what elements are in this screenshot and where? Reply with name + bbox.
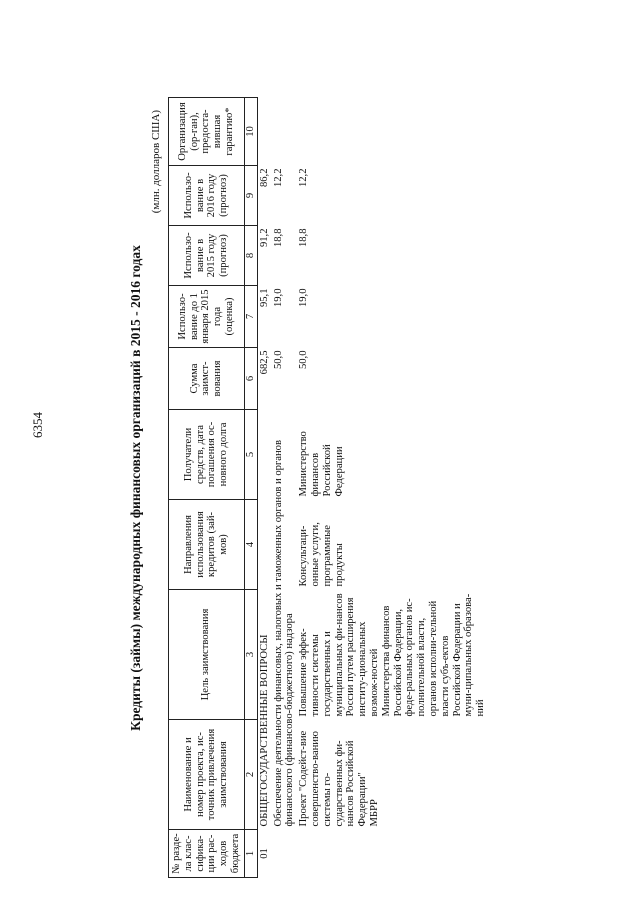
column-number: 7 <box>244 286 257 348</box>
subsection-title: Обеспечение деятельности финансовых, налоговых и таможенных органов и органов финансового (финансово-бюджетного) надзора <box>272 440 296 827</box>
section-usage-2016: 86,2 <box>258 168 270 188</box>
section-sum: 682,5 <box>258 350 270 375</box>
header-recipients: Получатели средств, дата погашения ос-новного долга <box>169 410 245 500</box>
rotated-page-content <box>128 98 598 878</box>
header-sum: Сумма заимст-вования <box>169 348 245 410</box>
subsection-usage-2016: 12,2 <box>272 168 284 188</box>
header-section-code: № разде-ла клас-сифика-ции рас-ходов бюджета <box>169 830 245 878</box>
subsection-row <box>272 98 298 878</box>
project-sum: 50,0 <box>298 350 310 370</box>
project-usage-2016: 12,2 <box>298 168 310 188</box>
section-title: ОБЩЕГОСУДАРСТВЕННЫЕ ВОПРОСЫ <box>258 634 270 827</box>
column-number: 1 <box>244 830 257 878</box>
column-number-row <box>244 98 257 878</box>
column-number: 6 <box>244 348 257 410</box>
section-row <box>257 98 271 878</box>
subsection-usage-before-2015: 19,0 <box>272 288 284 308</box>
project-purpose: Повышение эффек-тивности системы государственных и муниципальных фи-нансов России путем расширения институ-циональных возмож-ностей Министерства финансов Российской Федерации, феде-ральных органов ис-полнительной власти, органов исполни-тельной власти субъ-ектов Российской Федерации и муни-ципальных образова-ний <box>298 593 487 717</box>
project-name: Проект "Содейст-вие совершенство-ванию системы го-сударственных фи-нансов Российской Федерации" <box>298 730 369 827</box>
project-recipient: Министерство финансов Российской Федерации <box>298 431 345 497</box>
subsection-usage-2015: 18,8 <box>272 228 284 248</box>
loans-table <box>168 97 488 878</box>
column-number: 4 <box>244 500 257 590</box>
table-header-row <box>169 98 245 878</box>
project-source: МБРР <box>368 799 380 827</box>
header-guarantor: Организация (ор-ган), предоста-вившая гарантию* <box>169 98 245 166</box>
page-number: 6354 <box>30 412 45 438</box>
header-usage-2015: Использо-вание в 2015 году (прогноз) <box>169 226 245 286</box>
column-number: 9 <box>244 166 257 226</box>
subsection-sum: 50,0 <box>272 350 284 370</box>
project-usage-before-2015: 19,0 <box>298 288 310 308</box>
header-project-name: Наименование и номер проекта, ис-точник привлечения заимствования <box>169 720 245 830</box>
header-purpose: Цель заимствования <box>169 590 245 720</box>
header-usage-2016: Использо-вание в 2016 году (прогноз) <box>169 166 245 226</box>
project-usage-2015: 18,8 <box>298 228 310 248</box>
header-usage-before-2015: Использо-вание до 1 января 2015 года (оценка) <box>169 286 245 348</box>
column-number: 10 <box>244 98 257 166</box>
section-usage-2015: 91,2 <box>258 228 270 248</box>
project-directions: Консультаци-онные услуги, программные продукты <box>298 522 345 587</box>
header-directions: Направления использования кредитов (зай-мов) <box>169 500 245 590</box>
units-label: (млн. долларов США) <box>150 110 162 214</box>
column-number: 5 <box>244 410 257 500</box>
project-row <box>297 98 488 878</box>
column-number: 2 <box>244 720 257 830</box>
column-number: 8 <box>244 226 257 286</box>
column-number: 3 <box>244 590 257 720</box>
section-usage-before-2015: 95,1 <box>258 288 270 308</box>
project-name-cell <box>297 720 488 830</box>
section-code: 01 <box>258 848 270 859</box>
document-title: Кредиты (займы) международных финансовых организаций в 2015 - 2016 годах <box>128 245 143 731</box>
